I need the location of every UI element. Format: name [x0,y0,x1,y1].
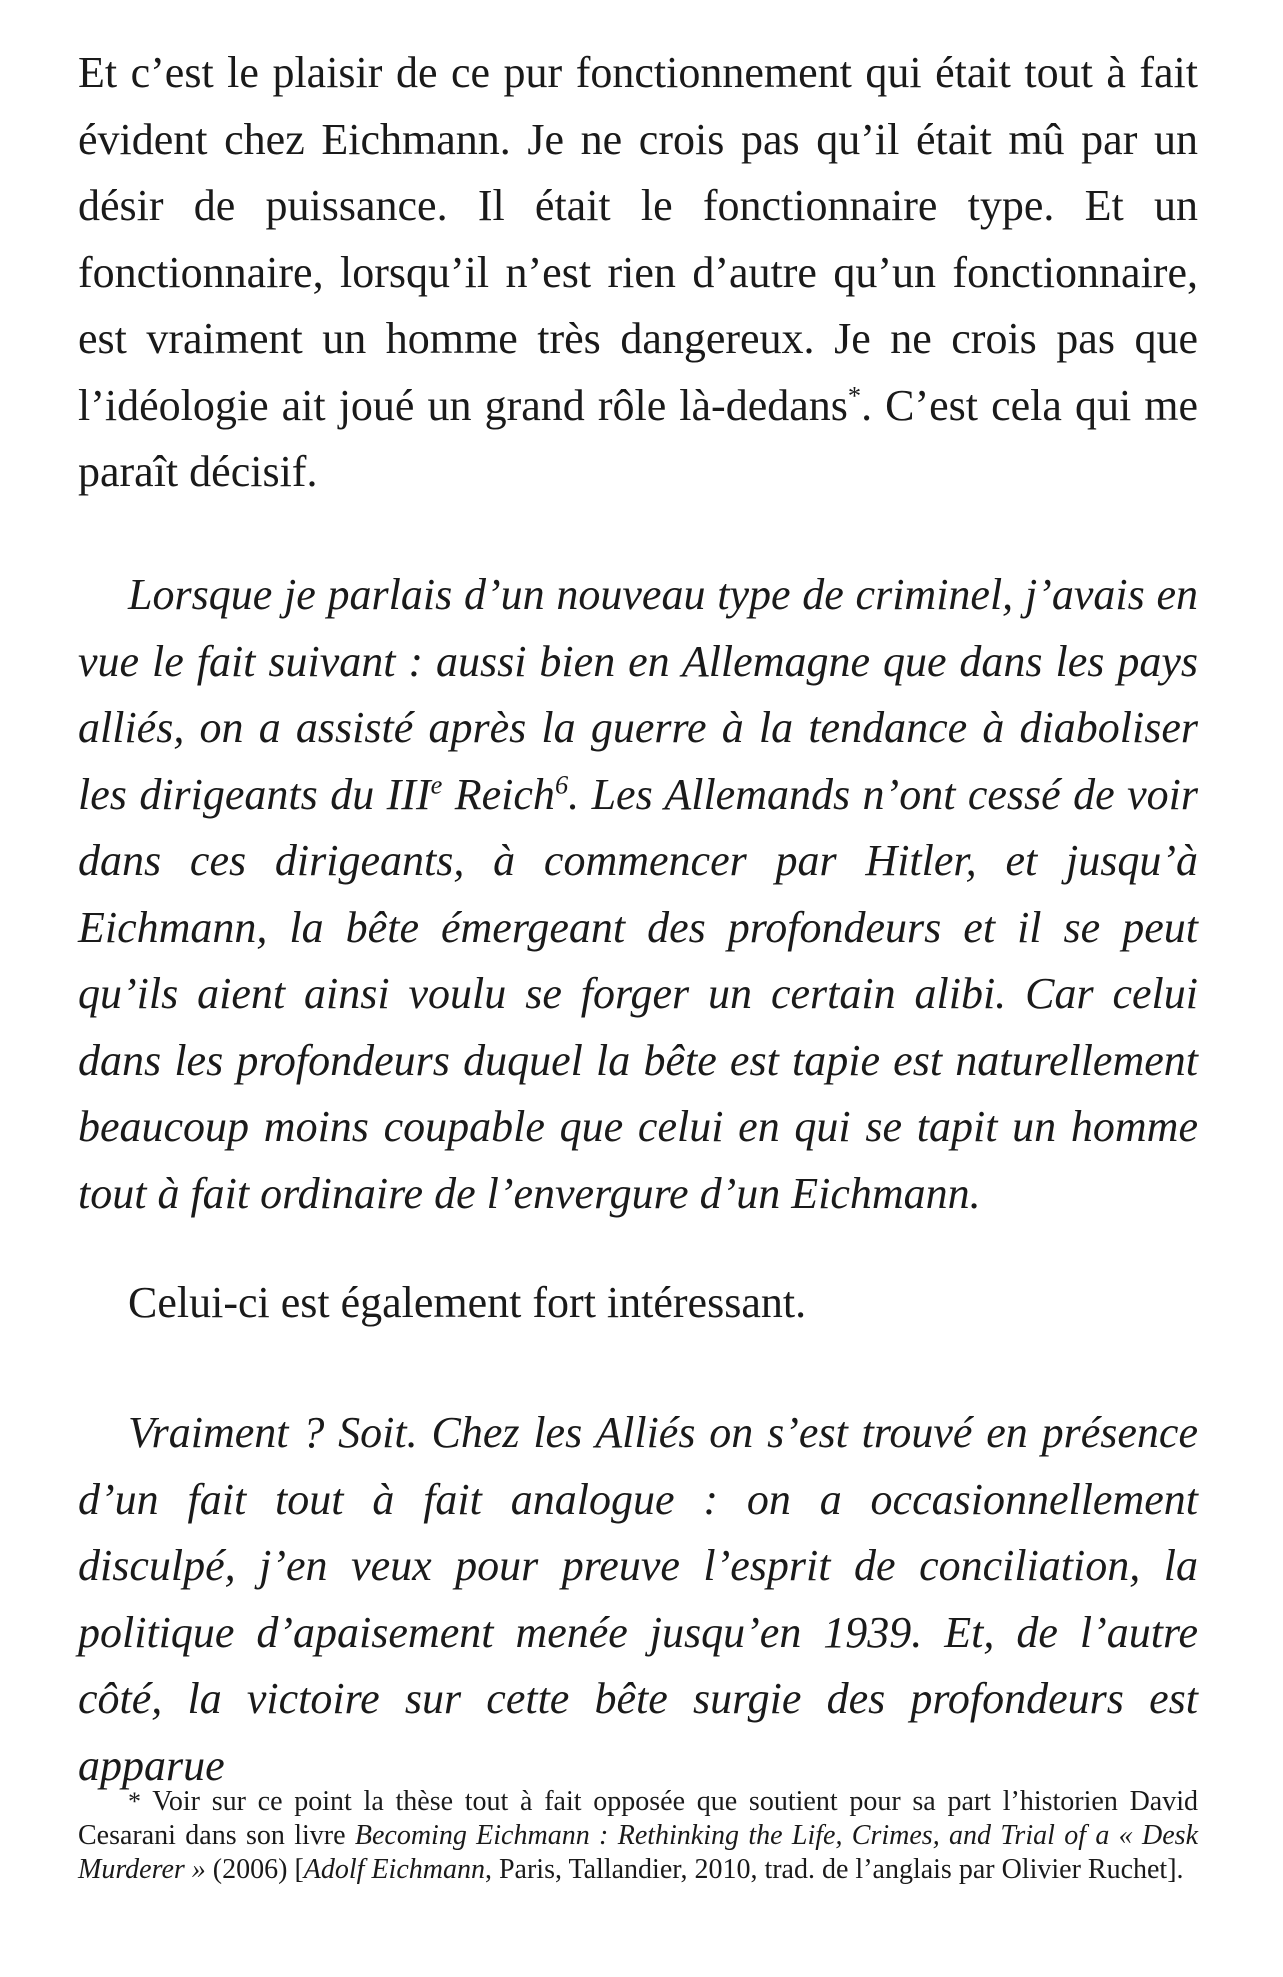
footnote-text-c: , Paris, Tallandier, 2010, trad. de l’anglais par Olivier Ruchet]. [484,1854,1184,1885]
endnote-reference-6: 6 [554,768,569,799]
paragraph-2-text-b: Reich [442,769,555,819]
body-paragraph-4: Vraiment ? Soit. Chez les Alliés on s’est trouvé en présence d’un fait tout à fait analogue : on a occasionnellement disculpé, j’en veux pour preuve l’esprit de conciliation, la politique d’apaisement menée jusqu’en 1939. Et, de l’autre côté, la victoire sur cette bête surgie des profondeurs est apparue [78,1408,1198,1790]
ordinal-superscript: e [430,768,443,799]
paragraph-2-text-a: Lorsque je parlais d’un nouveau type de criminel, j’avais en vue le fait suivant : aussi bien en Allemagne que dans les pays alliés, on a assisté après la guerre à la tendance à diaboliser les dirigeants du III [78,570,1198,819]
footnote-text-b: (2006) [ [205,1854,304,1885]
footnote-book-title: Becoming Eichmann : Rethinking the Life, Crimes, and Trial of a « Desk Murderer » [78,1820,1198,1885]
footnote [78,1785,1198,1887]
body-paragraph-1 [78,40,1198,506]
body-paragraph-2 [78,562,1198,1227]
footnote-french-title: Adolf Eichmann [303,1854,485,1885]
footnote-text-a: Voir sur ce point la thèse tout à fait opposée que soutient pour sa part l’historien David Cesarani dans son livre [78,1786,1198,1851]
paragraph-2-text-c: . Les Allemands n’ont cessé de voir dans ces dirigeants, à commencer par Hitler, et jusqu’à Eichmann, la bête émergeant des profondeurs et il se peut qu’ils aient ainsi voulu se forger un certain alibi. Car celui dans les profondeurs duquel la bête est tapie est naturellement beaucoup moins coupable que celui en qui se tapit un homme tout à fait ordinaire de l’envergure d’un Eichmann. [78,769,1198,1218]
footnote-reference-asterisk: * [847,379,862,410]
paragraph-1-end: . C’est cela qui me paraît décisif. [78,380,1198,496]
body-paragraph-3: Celui-ci est également fort intéressant. [128,1278,807,1327]
paragraph-1-text: Et c’est le plaisir de ce pur fonctionnement qui était tout à fait évident chez Eichmann. Je ne crois pas qu’il était mû par un désir de puissance. Il était le fonctionnaire type. Et un fonctionnaire, lorsqu’il n’est rien d’autre qu’un fonctionnaire, est vraiment un homme très dangereux. Je ne crois pas que l’idéologie ait joué un grand rôle là-dedans [78,48,1198,430]
footnote-mark: * [128,1787,141,1816]
